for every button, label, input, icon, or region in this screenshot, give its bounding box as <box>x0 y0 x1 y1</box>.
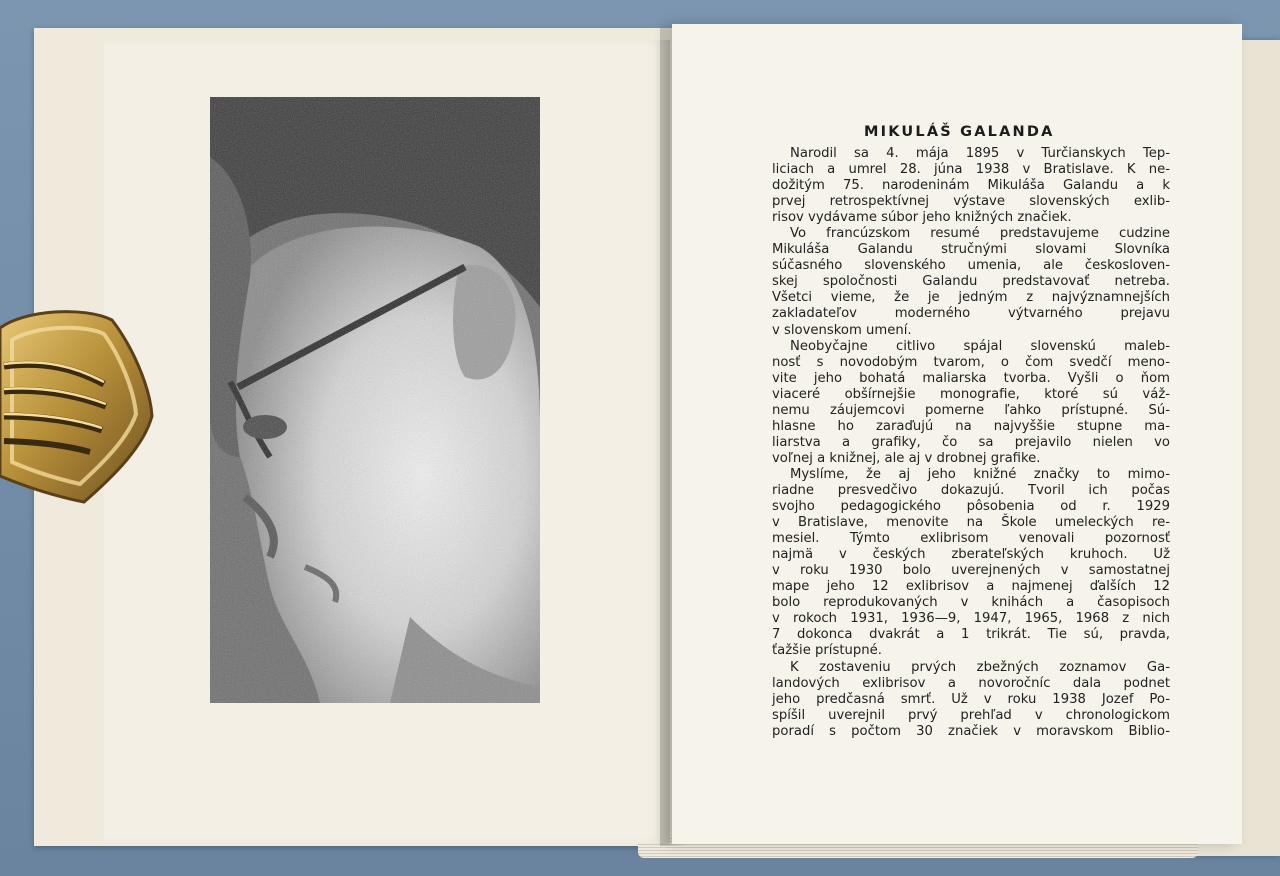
text-line: najmä v českých zberateľských kruhoch. Už <box>772 547 1170 563</box>
biography-text <box>772 146 1170 740</box>
text-line: Mikuláša Galandu stručnými slovami Slovníka <box>772 242 1170 258</box>
text-line: riadne presvedčivo dokazujú. Tvoril ich počas <box>772 482 1170 498</box>
text-line: landových exlibrisov a novoročníc dala podnet <box>772 675 1170 691</box>
text-line: poradí s počtom 30 značiek v moravskom Biblio- <box>772 723 1170 739</box>
text-line: v Bratislave, menovite na Škole umeleckých re- <box>772 515 1170 531</box>
text-line: liarstva a grafiky, čo sa prejavilo nielen vo <box>772 434 1170 450</box>
text-line: prvej retrospektívnej výstave slovenských exlib- <box>772 194 1170 210</box>
brass-book-clip-icon[interactable] <box>0 306 158 506</box>
text-line: Všetci vieme, že je jedným z najvýznamnejších <box>772 290 1170 306</box>
text-line: Narodil sa 4. mája 1895 v Turčianskych Tep- <box>790 146 1170 161</box>
text-line: voľnej a knižnej, ale aj v drobnej grafike. <box>772 450 1041 466</box>
text-line: risov vydávame súbor jeho knižných značiek. <box>772 210 1072 226</box>
text-line: Vo francúzskom resumé predstavujeme cudzine <box>790 226 1170 242</box>
text-line: v rokoch 1931, 1936—9, 1947, 1965, 1968 z nich <box>772 611 1170 627</box>
text-line: mape jeho 12 exlibrisov a najmenej ďalších 12 <box>772 579 1170 595</box>
text-line: nosť s novodobým tvarom, o čom svedčí meno- <box>772 354 1170 370</box>
text-line: ťažšie prístupné. <box>772 643 882 659</box>
portrait-photo <box>210 97 540 703</box>
text-line: Myslíme, že aj jeho knižné značky to mimo- <box>790 466 1170 482</box>
text-line: dožitým 75. narodeninám Mikuláša Galandu a k <box>772 178 1170 194</box>
text-line: zakladateľov moderného výtvarného prejavu <box>772 306 1170 322</box>
text-line: nemu záujemcovi pomerne ľahko prístupné. Sú- <box>772 402 1170 418</box>
page-heading: MIKULÁŠ GALANDA <box>864 124 1055 140</box>
text-line: 7 dokonca dvakrát a 1 trikrát. Tie sú, pravda, <box>772 627 1170 643</box>
text-line: liciach a umrel 28. júna 1938 v Bratislave. K ne- <box>772 162 1170 178</box>
text-line: spíšil uverejnil prvý prehľad v chronologickom <box>772 707 1170 723</box>
text-line: skej spoločnosti Galandu predstavovať netreba. <box>772 274 1170 290</box>
text-line: v slovenskom umení. <box>772 322 912 338</box>
text-line: K zostaveniu prvých zbežných zoznamov Ga- <box>790 659 1170 675</box>
text-line: viaceré obšírnejšie monografie, ktoré sú váž- <box>772 386 1170 402</box>
text-line: jeho predčasná smrť. Už v roku 1938 Jozef Po- <box>772 691 1170 707</box>
text-line: hlasne ho zaraďujú na najvyššie stupne ma- <box>772 418 1170 434</box>
text-line: súčasného slovenského umenia, ale českosloven- <box>772 258 1170 274</box>
text-line: mesiel. Týmto exlibrisom venovali pozornosť <box>772 531 1170 547</box>
text-line: vite jeho bohatá maliarska tvorba. Vyšli o ňom <box>772 370 1170 386</box>
text-line: bolo reprodukovaných v knihách a časopisoch <box>772 595 1170 611</box>
text-line: Neobyčajne citlivo spájal slovenskú maleb- <box>790 338 1170 354</box>
text-line: v roku 1930 bolo uverejnených v samostatnej <box>772 563 1170 579</box>
text-line: svojho pedagogického pôsobenia od r. 1929 <box>772 499 1170 515</box>
